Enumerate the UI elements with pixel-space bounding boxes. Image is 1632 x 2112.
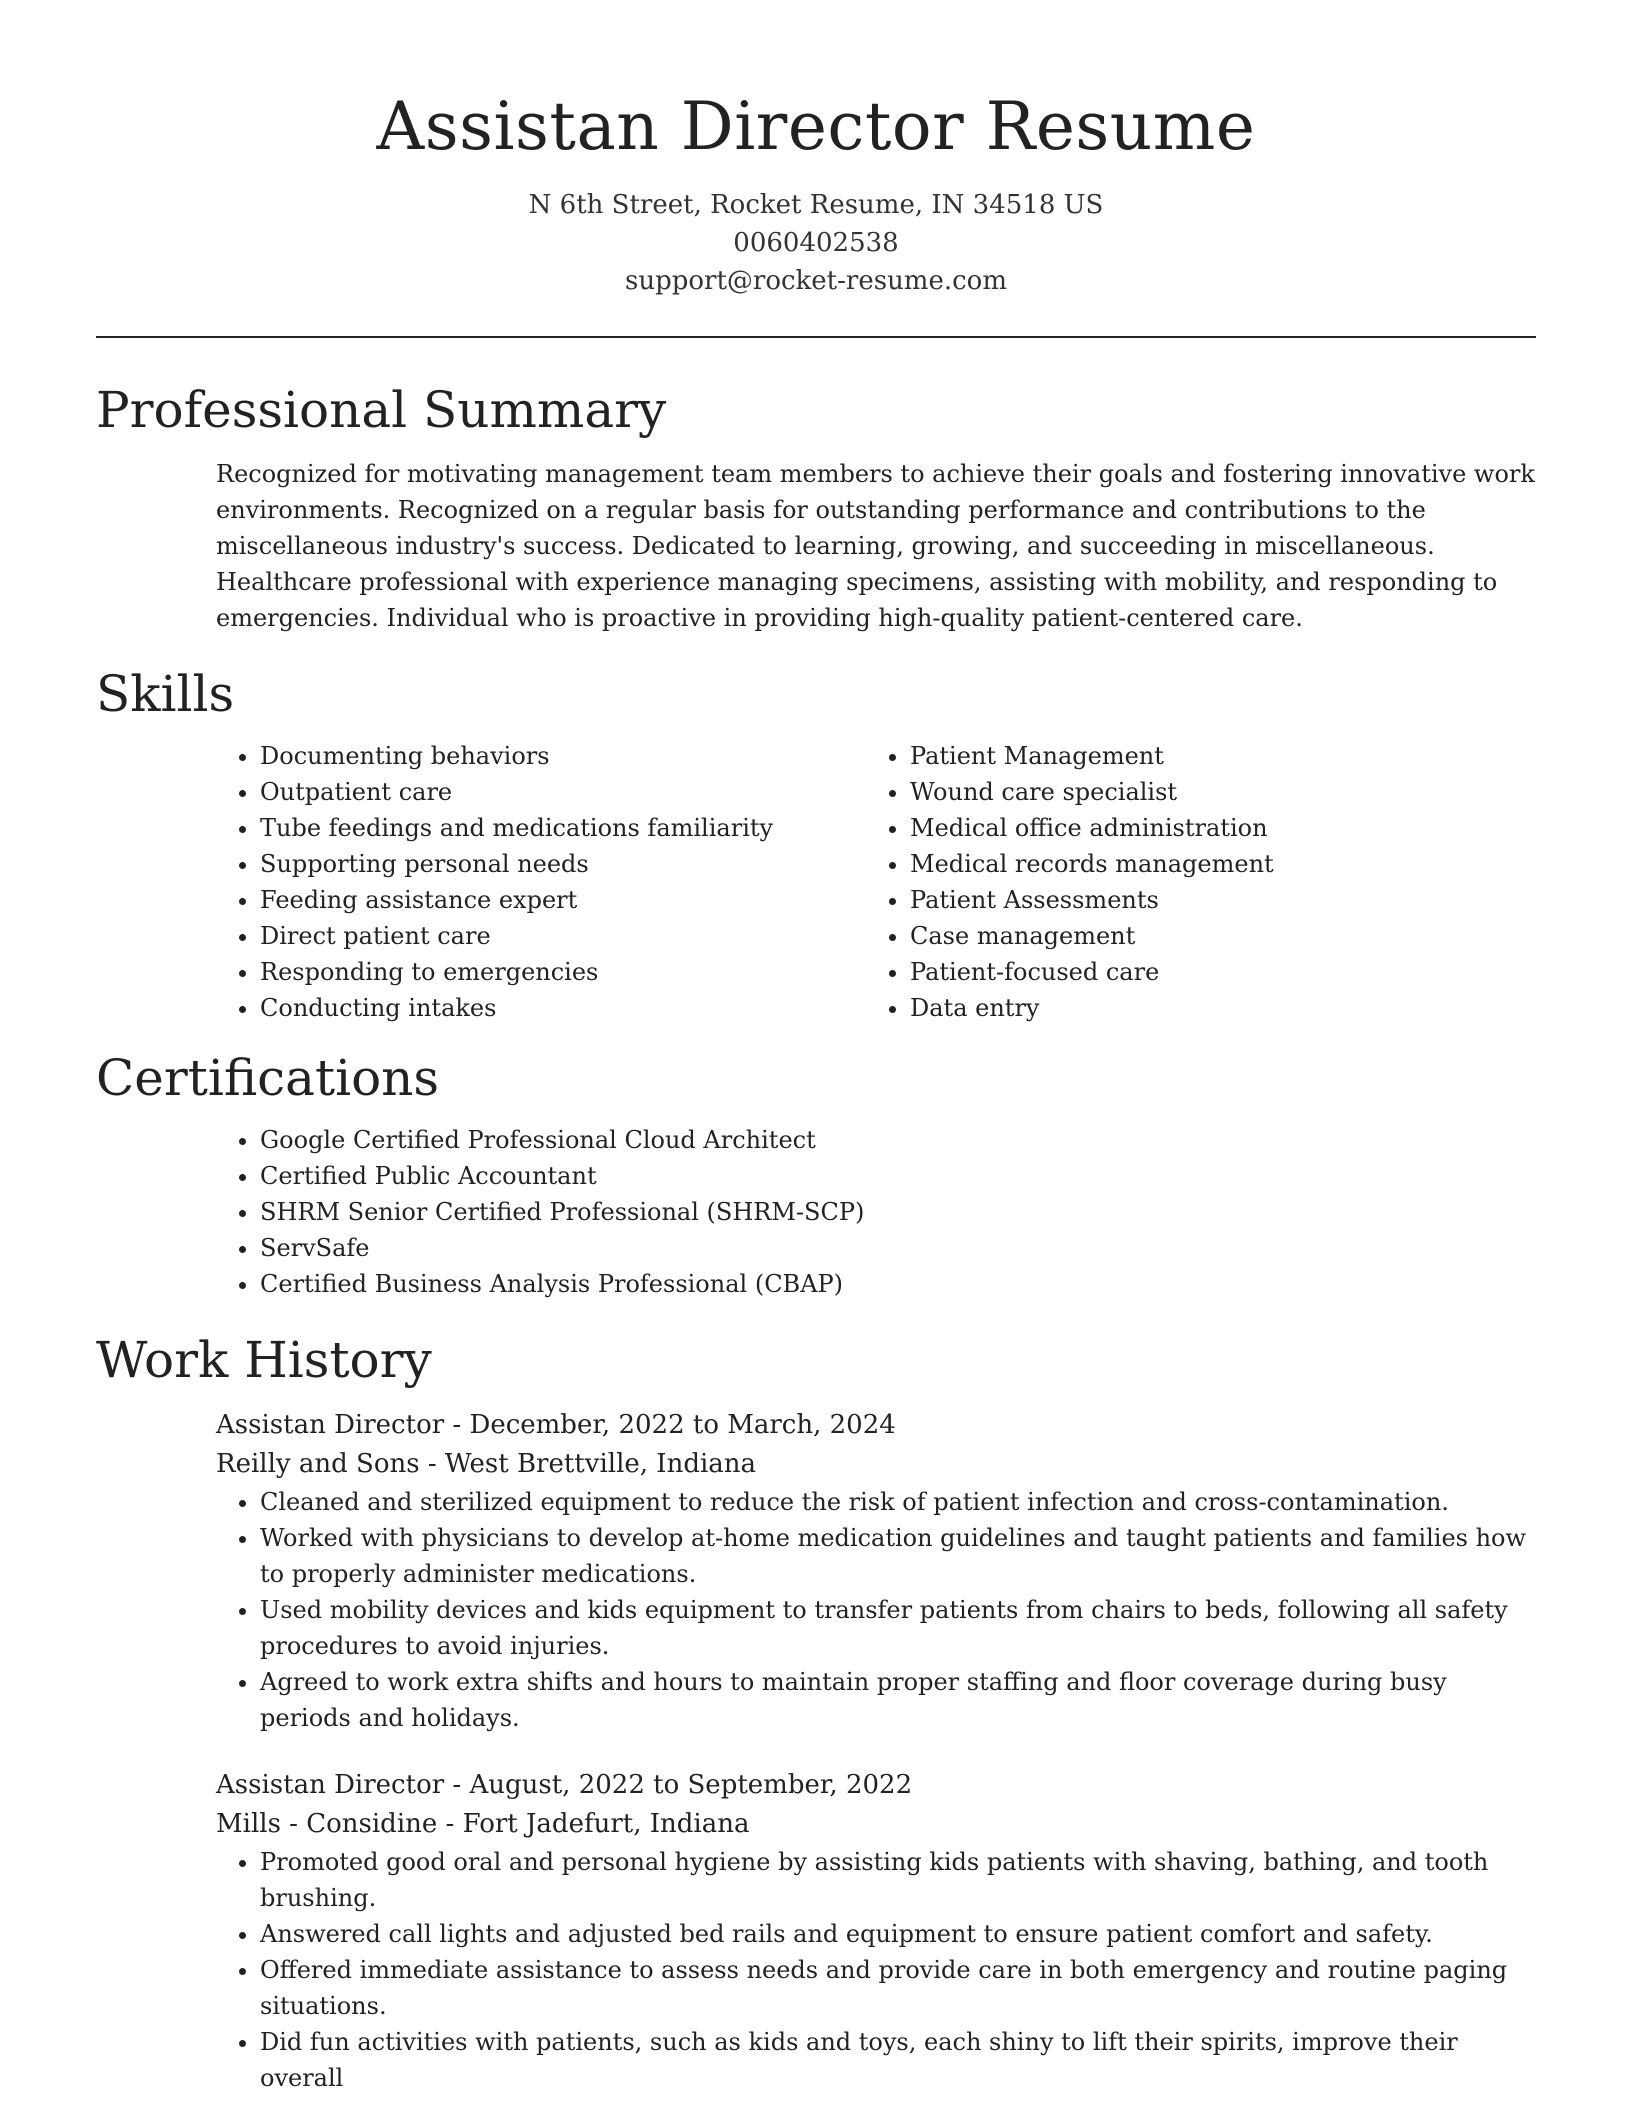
skill-item: • Direct patient care <box>260 918 866 954</box>
skills-heading: Skills <box>96 665 235 723</box>
job-company: Mills - Considine <box>216 1809 438 1839</box>
job-location: - Fort Jadefurt, Indiana <box>437 1809 750 1839</box>
contact-email: support@rocket-resume.com <box>624 266 1007 296</box>
skills-grid <box>216 738 1536 1026</box>
skill-item: • Responding to emergencies <box>260 954 866 990</box>
job-duties-list <box>216 1844 1536 2096</box>
certification-item: • ServSafe <box>260 1230 1536 1266</box>
skill-item: • Tube feedings and medications familiarity <box>260 810 866 846</box>
certifications-body <box>216 1122 1536 1302</box>
job-duty: • Worked with physicians to develop at-home medication guidelines and taught patients and families how to properly administer medications. <box>260 1520 1536 1592</box>
summary-heading: Professional Summary <box>96 381 667 439</box>
certifications-list <box>216 1122 1536 1302</box>
skills-list-left <box>216 738 866 1026</box>
job-duty: • Answered call lights and adjusted bed rails and equipment to ensure patient comfort and safety. <box>260 1916 1536 1952</box>
job-duty: • Promoted good oral and personal hygiene by assisting kids patients with shaving, bathing, and tooth brushing. <box>260 1844 1536 1916</box>
contact-block <box>96 186 1536 300</box>
skill-item: • Feeding assistance expert <box>260 882 866 918</box>
job-duty: • Did fun activities with patients, such as kids and toys, each shiny to lift their spirits, improve their overall <box>260 2024 1536 2096</box>
certification-item: • Certified Business Analysis Professional (CBAP) <box>260 1266 1536 1302</box>
job-entry <box>216 1406 1536 1736</box>
skills-column-left <box>216 738 866 1026</box>
certification-item: • SHRM Senior Certified Professional (SHRM-SCP) <box>260 1194 1536 1230</box>
skills-column-right <box>866 738 1516 1026</box>
job-company-line <box>216 1445 1536 1484</box>
job-dates: - August, 2022 to September, 2022 <box>444 1770 913 1800</box>
resume-page <box>96 0 1536 2096</box>
job-dates: - December, 2022 to March, 2024 <box>444 1410 896 1440</box>
job-duty: • Cleaned and sterilized equipment to reduce the risk of patient infection and cross-contamination. <box>260 1484 1536 1520</box>
job-duties-list <box>216 1484 1536 1736</box>
skill-item: • Case management <box>910 918 1516 954</box>
skill-item: • Patient Management <box>910 738 1516 774</box>
job-duty: • Used mobility devices and kids equipment to transfer patients from chairs to beds, following all safety procedures to avoid injuries. <box>260 1592 1536 1664</box>
certifications-heading: Certifications <box>96 1049 440 1107</box>
resume-title: Assistan Director Resume <box>376 88 1256 165</box>
job-duty: • Agreed to work extra shifts and hours to maintain proper staffing and floor coverage during busy periods and holidays. <box>260 1664 1536 1736</box>
job-location: - West Brettville, Indiana <box>419 1449 757 1479</box>
resume-header <box>96 0 1536 300</box>
skills-section <box>96 662 1536 1026</box>
summary-section <box>96 378 1536 636</box>
work-history-section <box>96 1328 1536 2096</box>
job-company: Reilly and Sons <box>216 1449 420 1479</box>
skill-item: • Conducting intakes <box>260 990 866 1026</box>
skill-item: • Medical office administration <box>910 810 1516 846</box>
job-entry <box>216 1766 1536 2096</box>
certification-item: • Certified Public Accountant <box>260 1158 1536 1194</box>
job-company-line <box>216 1805 1536 1844</box>
contact-address: N 6th Street, Rocket Resume, IN 34518 US <box>528 190 1104 220</box>
certifications-section <box>96 1046 1536 1302</box>
certification-item: • Google Certified Professional Cloud Architect <box>260 1122 1536 1158</box>
job-title-line <box>216 1406 1536 1445</box>
contact-phone: 0060402538 <box>733 228 899 258</box>
skills-list-right <box>866 738 1516 1026</box>
summary-text: Recognized for motivating management team members to achieve their goals and fostering innovative work environments. Recognized on a regular basis for outstanding performance and contributions to the miscellaneous industry's success. Dedicated to learning, growing, and succeeding in miscellaneous. Healthcare professional with experience managing specimens, assisting with mobility, and responding to emergencies. Individual who is proactive in providing high-quality patient-centered care. <box>216 460 1535 632</box>
work-history-heading: Work History <box>96 1331 432 1389</box>
skill-item: • Supporting personal needs <box>260 846 866 882</box>
header-divider <box>96 336 1536 338</box>
skill-item: • Data entry <box>910 990 1516 1026</box>
job-title: Assistan Director <box>216 1770 445 1800</box>
skill-item: • Outpatient care <box>260 774 866 810</box>
job-title-line <box>216 1766 1536 1805</box>
job-duty: • Offered immediate assistance to assess needs and provide care in both emergency and routine paging situations. <box>260 1952 1536 2024</box>
skill-item: • Patient Assessments <box>910 882 1516 918</box>
skill-item: • Documenting behaviors <box>260 738 866 774</box>
job-title: Assistan Director <box>216 1410 445 1440</box>
skill-item: • Patient-focused care <box>910 954 1516 990</box>
skill-item: • Medical records management <box>910 846 1516 882</box>
skill-item: • Wound care specialist <box>910 774 1516 810</box>
